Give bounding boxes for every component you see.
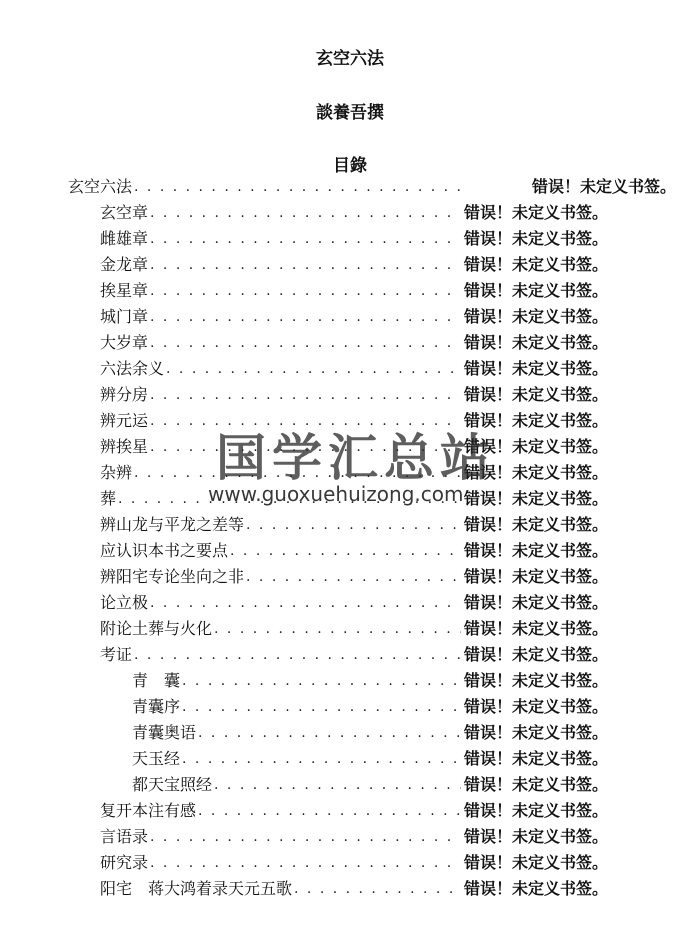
toc-entry[interactable] <box>100 512 609 538</box>
toc-entry-page: 错误！未定义书签。 <box>464 203 609 222</box>
toc-entry-label: 辨阳宅专论坐向之非 <box>100 567 245 586</box>
leader-dots <box>166 356 461 382</box>
toc-entry-page: 错误！未定义书签。 <box>464 229 609 248</box>
toc-entry[interactable] <box>100 538 609 564</box>
toc-entry[interactable] <box>100 642 609 668</box>
toc-entry[interactable] <box>132 668 609 694</box>
leader-dots <box>150 408 461 434</box>
toc-entry[interactable] <box>132 694 609 720</box>
toc-entry-page: 错误！未定义书签。 <box>464 827 609 846</box>
toc-entry[interactable] <box>100 850 609 876</box>
watermark-url: www.guoxuehuizong.com <box>208 482 464 506</box>
toc-entry-page: 错误！未定义书签。 <box>464 307 609 326</box>
toc-entry[interactable] <box>100 382 609 408</box>
toc-entry[interactable] <box>100 356 609 382</box>
leader-dots <box>150 824 461 850</box>
toc-entry-page: 错误！未定义书签。 <box>464 463 609 482</box>
toc-heading: 目錄 <box>333 156 367 176</box>
toc-entry[interactable] <box>100 590 609 616</box>
toc-entry-label: 辨山龙与平龙之差等 <box>100 515 245 534</box>
toc-entry-label: 雌雄章 <box>100 229 149 248</box>
leader-dots <box>182 694 461 720</box>
watermark-text: 国学汇总站 <box>216 429 496 487</box>
toc-entry-page: 错误！未定义书签。 <box>464 593 609 612</box>
leader-dots <box>214 616 461 642</box>
leader-dots <box>150 200 461 226</box>
leader-dots <box>150 252 461 278</box>
toc-entry-label: 天玉经 <box>132 749 181 768</box>
leader-dots <box>150 850 461 876</box>
toc-entry-page: 错误！未定义书签。 <box>464 411 609 430</box>
toc-entry-page: 错误！未定义书签。 <box>464 645 609 664</box>
toc-entry-page: 错误！未定义书签。 <box>464 775 609 794</box>
leader-dots <box>246 564 461 590</box>
leader-dots <box>150 434 461 460</box>
document-author: 談養吾撰 <box>316 103 384 123</box>
toc-entry-page: 错误！未定义书签。 <box>464 437 609 456</box>
leader-dots <box>198 798 461 824</box>
toc-entry-label: 城门章 <box>100 307 149 326</box>
leader-dots <box>134 460 461 486</box>
leader-dots <box>134 642 461 668</box>
toc-entry-page: 错误！未定义书签。 <box>464 567 609 586</box>
toc-entry-page: 错误！未定义书签。 <box>464 671 609 690</box>
toc-entry[interactable] <box>100 252 609 278</box>
toc-entry-label: 青囊奥语 <box>132 723 197 742</box>
toc-entry-label: 辨分房 <box>100 385 149 404</box>
toc-entry[interactable] <box>132 720 609 746</box>
toc-entry-page: 错误！未定义书签。 <box>464 515 609 534</box>
leader-dots <box>150 304 461 330</box>
toc-entry[interactable] <box>100 330 609 356</box>
toc-entry-label: 金龙章 <box>100 255 149 274</box>
toc-entry-label: 辨元运 <box>100 411 149 430</box>
toc-entry-page: 错误！未定义书签。 <box>464 723 609 742</box>
toc-entry-page: 错误！未定义书签。 <box>464 749 609 768</box>
toc-entry-label: 复开本注有感 <box>100 801 197 820</box>
toc-entry-label: 玄空章 <box>100 203 149 222</box>
toc-entry-label: 附论土葬与火化 <box>100 619 213 638</box>
toc-entry-label: 玄空六法 <box>68 177 133 196</box>
document-title: 玄空六法 <box>316 49 384 69</box>
leader-dots <box>294 876 461 902</box>
toc-entry-page: 错误！未定义书签。 <box>464 359 609 378</box>
toc-entry-label: 大岁章 <box>100 333 149 352</box>
toc-entry[interactable] <box>100 434 609 460</box>
toc-entry[interactable] <box>100 278 609 304</box>
toc-entry[interactable] <box>100 200 609 226</box>
toc-entry-page: 错误！未定义书签。 <box>464 489 609 508</box>
leader-dots <box>214 772 461 798</box>
toc-entry-page: 错误！未定义书签。 <box>464 255 609 274</box>
toc-entry-page: 错误！未定义书签。 <box>532 177 677 196</box>
leader-dots <box>182 746 461 772</box>
leader-dots <box>134 174 461 200</box>
leader-dots <box>230 538 461 564</box>
toc-entry[interactable] <box>68 174 677 200</box>
leader-dots <box>118 486 461 512</box>
toc-entry-label: 挨星章 <box>100 281 149 300</box>
leader-dots <box>150 590 461 616</box>
toc-entry-label: 六法余义 <box>100 359 165 378</box>
leader-dots <box>182 668 461 694</box>
toc-entry[interactable] <box>100 798 609 824</box>
leader-dots <box>150 278 461 304</box>
toc-entry-label: 青囊序 <box>132 697 181 716</box>
toc-entry[interactable] <box>100 616 609 642</box>
toc-entry-label: 青 囊 <box>132 671 181 690</box>
leader-dots <box>150 382 461 408</box>
toc-entry[interactable] <box>100 876 609 902</box>
leader-dots <box>150 330 461 356</box>
toc-entry-label: 杂辨 <box>100 463 133 482</box>
toc-entry-page: 错误！未定义书签。 <box>464 385 609 404</box>
toc-entry[interactable] <box>100 460 609 486</box>
toc-entry-page: 错误！未定义书签。 <box>464 801 609 820</box>
toc-entry-page: 错误！未定义书签。 <box>464 697 609 716</box>
toc-entry-page: 错误！未定义书签。 <box>464 619 609 638</box>
toc-entry-label: 阳宅 蒋大鸿着录天元五歌 <box>100 879 293 898</box>
toc-entry[interactable] <box>100 564 609 590</box>
toc-entry-page: 错误！未定义书签。 <box>464 879 609 898</box>
toc-entry-label: 应认识本书之要点 <box>100 541 229 560</box>
toc-entry[interactable] <box>100 304 609 330</box>
toc-entry-page: 错误！未定义书签。 <box>464 541 609 560</box>
toc-entry[interactable] <box>100 226 609 252</box>
toc-entry-label: 都天宝照经 <box>132 775 213 794</box>
toc-entry-page: 错误！未定义书签。 <box>464 281 609 300</box>
toc-entry[interactable] <box>100 408 609 434</box>
toc-entry[interactable] <box>100 486 609 512</box>
toc-entry-label: 考证 <box>100 645 133 664</box>
toc-entry[interactable] <box>132 772 609 798</box>
toc-entry-label: 研究录 <box>100 853 149 872</box>
toc-entry-label: 辨挨星 <box>100 437 149 456</box>
toc-entry-page: 错误！未定义书签。 <box>464 853 609 872</box>
leader-dots <box>198 720 461 746</box>
toc-entry[interactable] <box>100 824 609 850</box>
toc-entry[interactable] <box>132 746 609 772</box>
toc-entry-label: 葬 <box>100 489 117 508</box>
leader-dots <box>150 226 461 252</box>
leader-dots <box>246 512 461 538</box>
toc-entry-label: 言语录 <box>100 827 149 846</box>
toc-entry-label: 论立极 <box>100 593 149 612</box>
toc-entry-page: 错误！未定义书签。 <box>464 333 609 352</box>
